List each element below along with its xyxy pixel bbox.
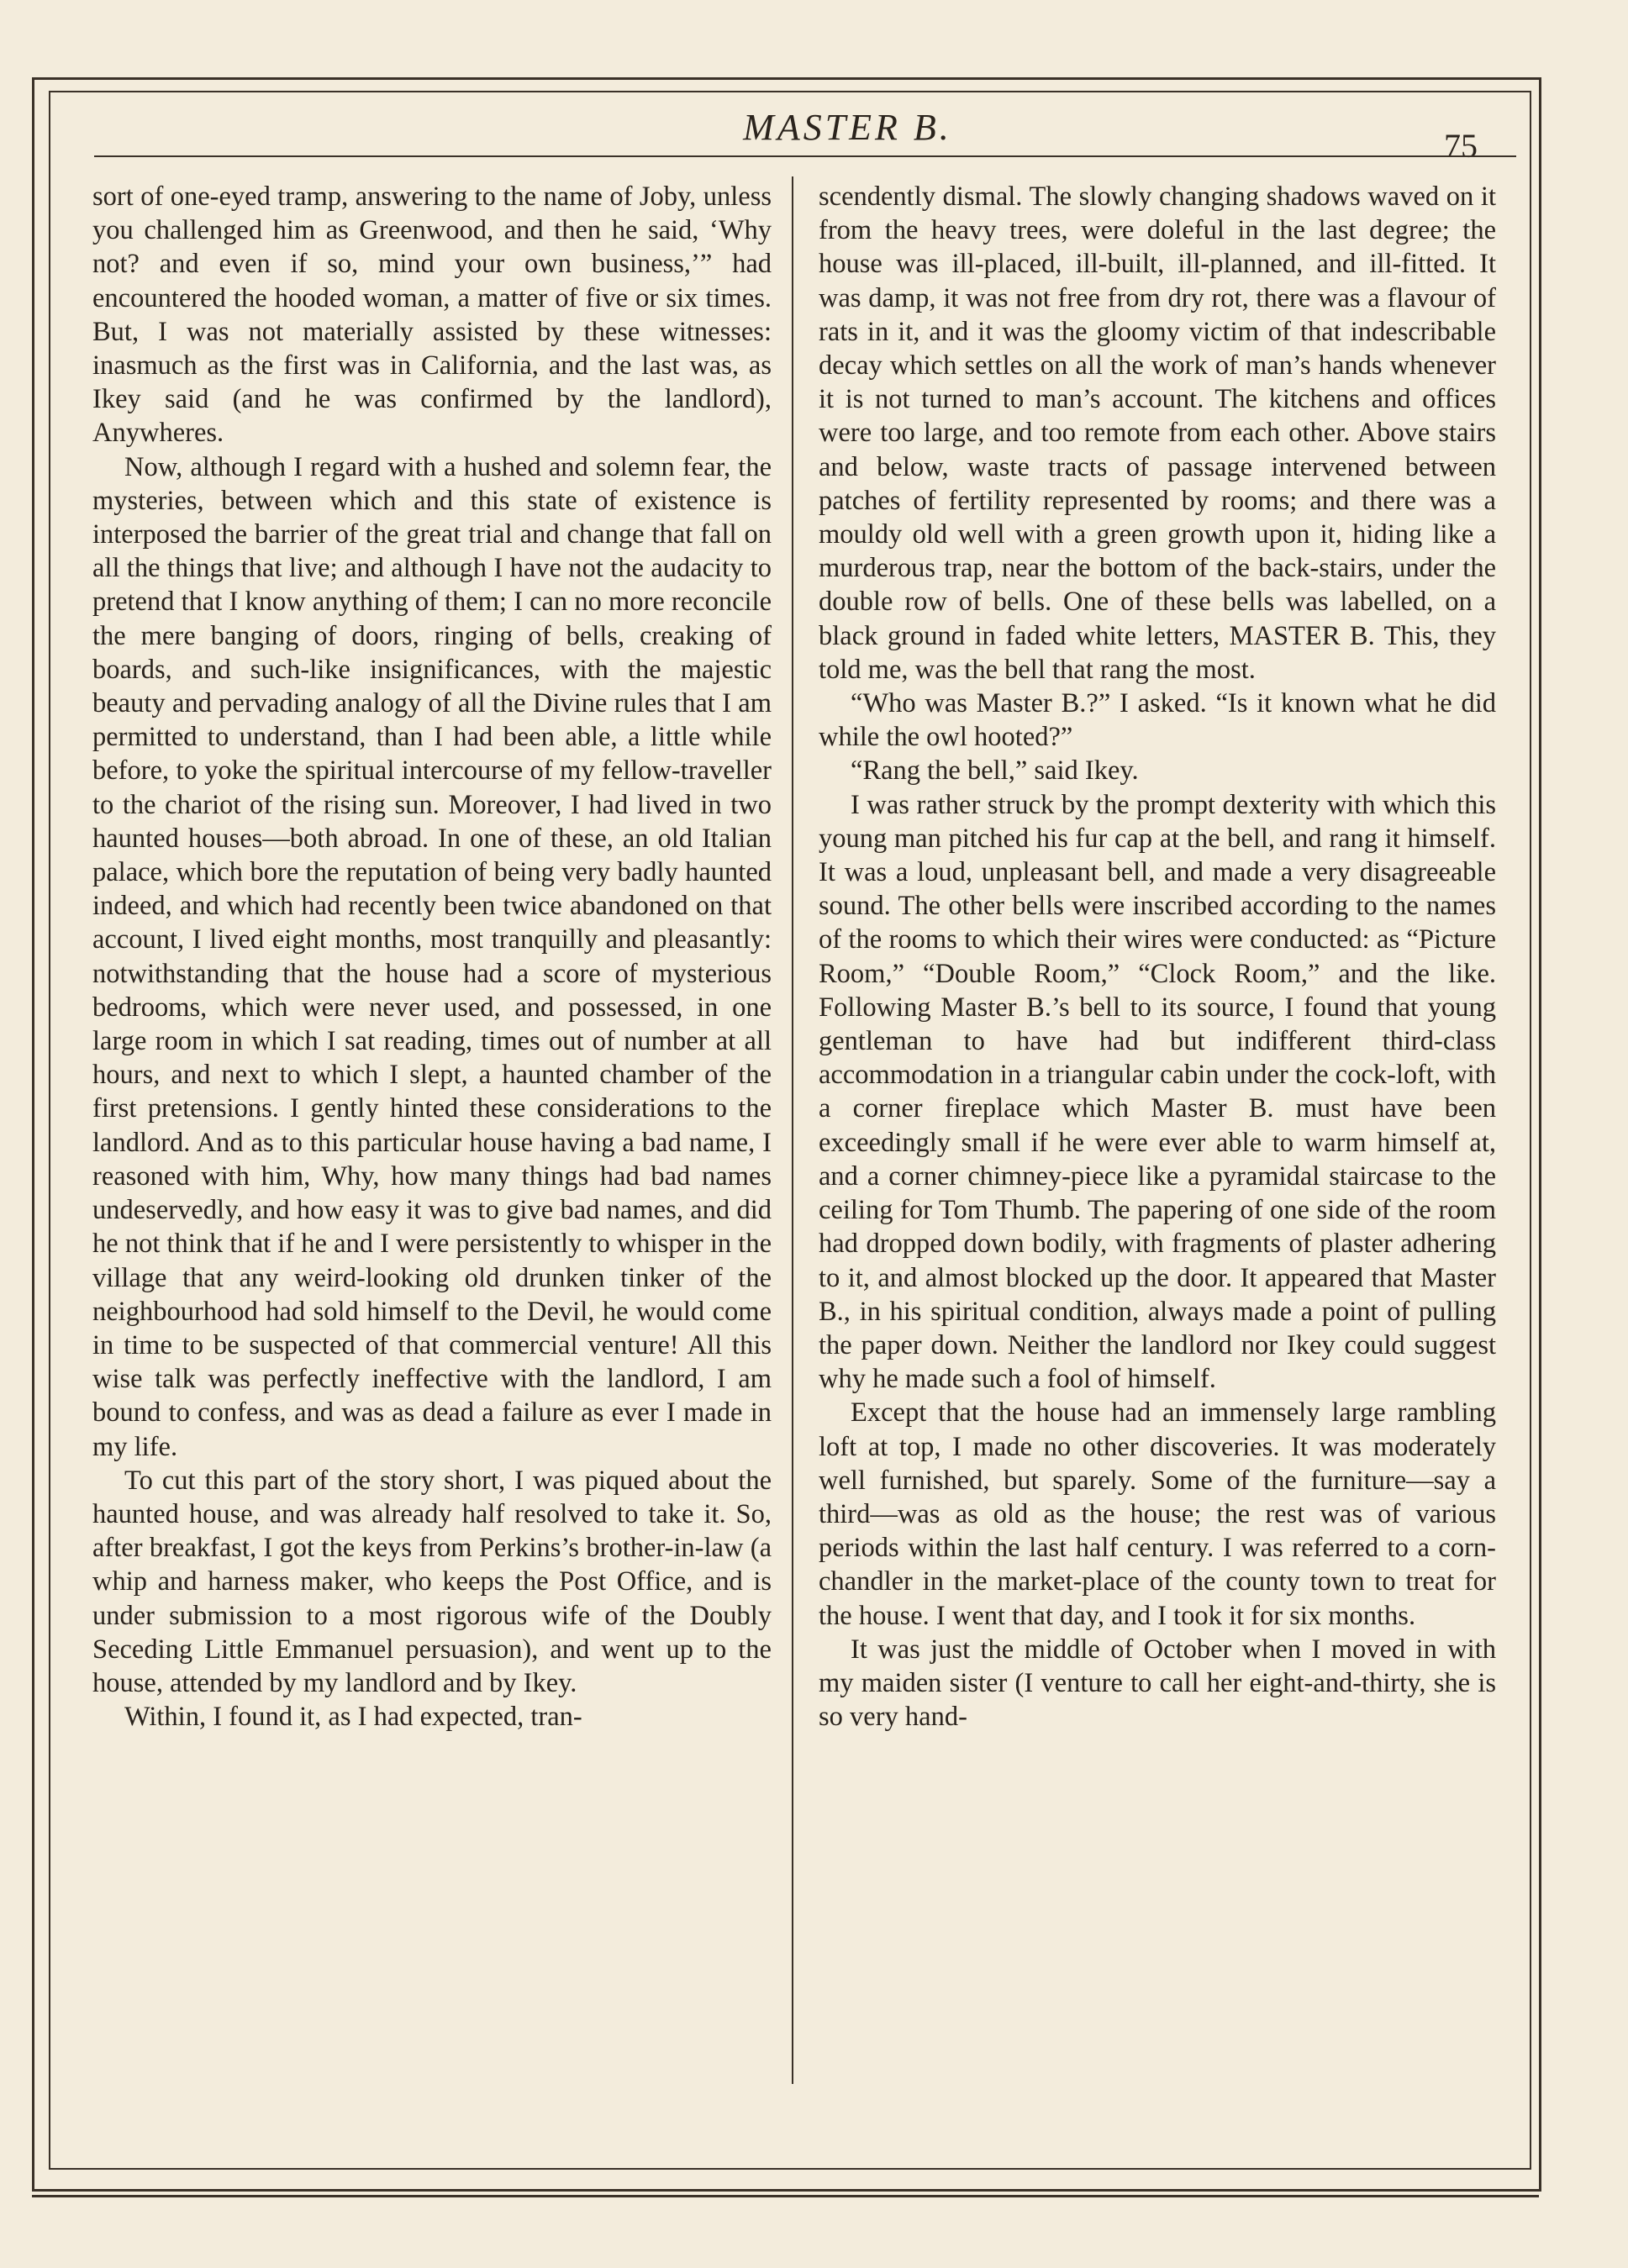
page-number: 75 xyxy=(1444,127,1478,165)
header-rule xyxy=(94,155,1516,157)
bottom-rule xyxy=(32,2195,1539,2197)
paragraph: sort of one-eyed tramp, answering to the name of Joby, unless you challenged him as Greenwood, and then he said, ‘Why not? and even if so, mind your own business,’” had encountered the hooded woman, a matter of five or six times. But, I was not materially assisted by these witnesses: inasmuch as the first was in California, and the last was, as Ikey said (and he was confirmed by the landlord), Anywheres. xyxy=(92,182,772,449)
right-column xyxy=(819,180,1496,1734)
paragraph: I was rather struck by the prompt dexterity with which this young man pitched his fur cap at the bell, and rang it himself. It was a loud, unpleasant bell, and made a very disagreeable sound. The other bells were inscribed according to the names of the rooms to which their wires were conducted: as “Picture Room,” “Double Room,” “Clock Room,” and the like. Following Master B.’s bell to its source, I found that young gentleman to have had but indifferent third-class accommodation in a triangular cabin under the cock-loft, with a corner fireplace which Master B. must have been exceedingly small if he were ever able to warm himself at, and a corner chimney-piece like a pyramidal staircase to the ceiling for Tom Thumb. The papering of one side of the room had dropped down bodily, with fragments of plaster adhering to it, and almost blocked up the door. It appeared that Master B., in his spiritual condition, always made a point of pulling the paper down. Neither the landlord nor Ikey could suggest why he made such a fool of himself. xyxy=(819,789,1496,1395)
paragraph: “Rang the bell,” said Ikey. xyxy=(851,755,1139,787)
paragraph: It was just the middle of October when I moved in with my maiden sister (I venture to call her eight-and-thirty, she is so very hand- xyxy=(819,1634,1496,1733)
column-divider xyxy=(792,176,793,2084)
paragraph: Now, although I regard with a hushed and solemn fear, the mysteries, between which and this state of existence is interposed the barrier of the great trial and change that fall on all the things that live; and although I have not the audacity to pretend that I know anything of them; I can no more reconcile the mere banging of doors, ringing of bells, creaking of boards, and such-like insignificances, with the majestic beauty and pervading analogy of all the Divine rules that I am permitted to understand, than I had been able, a little while before, to yoke the spiritual intercourse of my fellow-traveller to the chariot of the rising sun. Moreover, I had lived in two haunted houses—both abroad. In one of these, an old Italian palace, which bore the reputation of being very badly haunted indeed, and which had recently been twice abandoned on that account, I lived eight months, most tranquilly and pleasantly: notwithstanding that the house had a score of mysterious bedrooms, which were never used, and possessed, in one large room in which I sat reading, times out of number at all hours, and next to which I slept, a haunted chamber of the first pretensions. I gently hinted these considerations to the landlord. And as to this particular house having a bad name, I reasoned with him, Why, how many things had bad names undeservedly, and how easy it was to give bad names, and did he not think that if he and I were persistently to whisper in the village that any weird-looking old drunken tinker of the neighbourhood had sold himself to the Devil, he would come in time to be suspected of that commercial venture! All this wise talk was perfectly ineffective with the landlord, I am bound to confess, and was as dead a failure as ever I made in my life. xyxy=(92,451,772,1462)
paragraph: Except that the house had an immensely large rambling loft at top, I made no other discoveries. It was moderately well furnished, but sparely. Some of the furniture—say a third—was as old as the house; the rest was of various periods within the last half century. I was referred to a corn-chandler in the market-place of the county town to treat for the house. I went that day, and I took it for six months. xyxy=(819,1397,1496,1631)
running-head: MASTER B. xyxy=(743,107,952,148)
paragraph: To cut this part of the story short, I was piqued about the haunted house, and was already half resolved to take it. So, after breakfast, I got the keys from Perkins’s brother-in-law (a whip and harness maker, who keeps the Post Office, and is under submission to a most rigorous wife of the Doubly Seceding Little Emmanuel persuasion), and went up to the house, attended by my landlord and by Ikey. xyxy=(92,1465,772,1698)
left-column xyxy=(92,180,772,1734)
paragraph: scendently dismal. The slowly changing shadows waved on it from the heavy trees, were doleful in the last degree; the house was ill-placed, ill-built, ill-planned, and ill-fitted. It was damp, it was not free from dry rot, there was a flavour of rats in it, and it was the gloomy victim of that indescribable decay which settles on all the work of man’s hands whenever it is not turned to man’s account. The kitchens and offices were too large, and too remote from each other. Above stairs and below, waste tracts of passage intervened between patches of fertility represented by rooms; and there was a mouldy old well with a green growth upon it, hiding like a murderous trap, near the bottom of the back-stairs, under the double row of bells. One of these bells was labelled, on a black ground in faded white letters, MASTER B. This, they told me, was the bell that rang the most. xyxy=(819,182,1496,685)
paragraph: “Who was Master B.?” I asked. “Is it known what he did while the owl hooted?” xyxy=(819,688,1496,753)
paragraph: Within, I found it, as I had expected, tran- xyxy=(124,1702,582,1733)
